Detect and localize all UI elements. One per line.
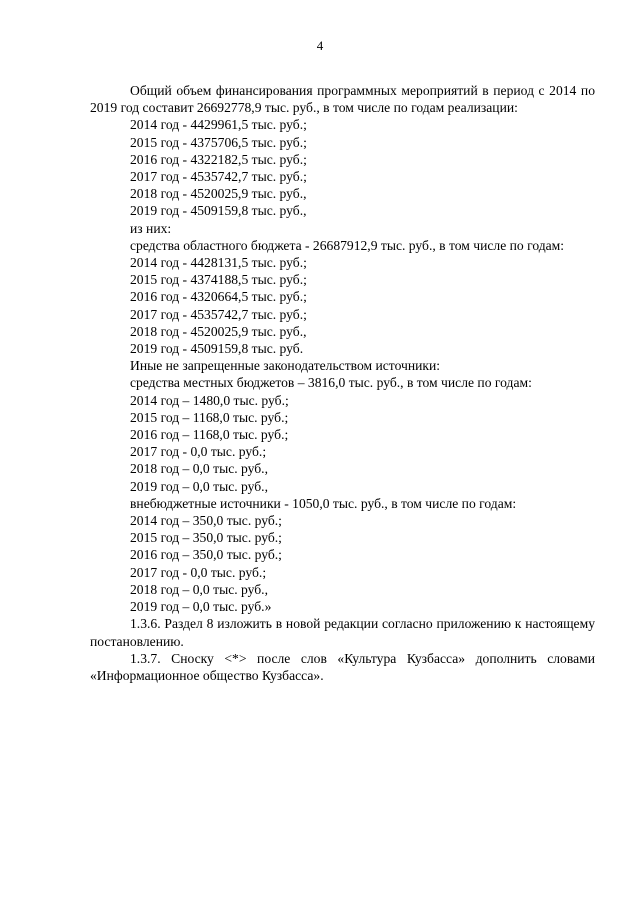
year-line: 2015 год – 1168,0 тыс. руб.; xyxy=(130,409,289,425)
year-line: 2015 год - 4375706,5 тыс. руб.; xyxy=(130,134,307,150)
year-line: 2016 год - 4320664,5 тыс. руб.; xyxy=(130,289,307,305)
year-line: 2018 год - 4520025,9 тыс. руб., xyxy=(130,323,307,339)
year-line: 2014 год - 4429961,5 тыс. руб.; xyxy=(130,117,307,133)
local-budget-line: средства местных бюджетов – 3816,0 тыс. руб., в том числе по годам: xyxy=(130,375,532,391)
clause-1-3-6-paragraph: 1.3.6. Раздел 8 изложить в новой редакции согласно приложению к настоящему постановлению. xyxy=(90,616,595,649)
year-line: 2018 год - 4520025,9 тыс. руб., xyxy=(130,186,307,202)
page-number: 4 xyxy=(316,38,324,53)
text-line: из них: xyxy=(130,220,172,236)
year-line: 2019 год – 0,0 тыс. руб.» xyxy=(130,599,272,615)
year-line: 2016 год - 4322182,5 тыс. руб.; xyxy=(130,151,307,167)
year-line: 2016 год – 350,0 тыс. руб.; xyxy=(130,547,282,563)
extrabudgetary-line: внебюджетные источники - 1050,0 тыс. руб., в том числе по годам: xyxy=(130,495,517,511)
financing-total-paragraph: Общий объем финансирования программных мероприятий в период с 2014 по 2019 год составит 26692778,9 тыс. руб., в том числе по годам реализации: xyxy=(90,83,595,116)
year-line: 2019 год - 4509159,8 тыс. руб., xyxy=(130,203,307,219)
text-line: Иные не запрещенные законодательством источники: xyxy=(130,358,441,374)
year-line: 2015 год - 4374188,5 тыс. руб.; xyxy=(130,272,307,288)
year-line: 2019 год - 4509159,8 тыс. руб. xyxy=(130,341,304,357)
year-line: 2019 год – 0,0 тыс. руб., xyxy=(130,478,268,494)
year-line: 2018 год – 0,0 тыс. руб., xyxy=(130,581,268,597)
clause-1-3-7-paragraph: 1.3.7. Сноску <*> после слов «Культура Кузбасса» дополнить словами «Информационное общество Кузбасса». xyxy=(90,650,595,683)
year-line: 2017 год - 0,0 тыс. руб.; xyxy=(130,564,267,580)
regional-budget-paragraph: средства областного бюджета - 26687912,9 тыс. руб., в том числе по годам: xyxy=(130,237,565,253)
year-line: 2018 год – 0,0 тыс. руб., xyxy=(130,461,268,477)
year-line: 2016 год – 1168,0 тыс. руб.; xyxy=(130,427,289,443)
year-line: 2017 год - 4535742,7 тыс. руб.; xyxy=(130,306,307,322)
year-line: 2014 год – 350,0 тыс. руб.; xyxy=(130,513,282,529)
year-line: 2017 год - 4535742,7 тыс. руб.; xyxy=(130,169,307,185)
year-line: 2017 год - 0,0 тыс. руб.; xyxy=(130,444,267,460)
year-line: 2014 год - 4428131,5 тыс. руб.; xyxy=(130,255,307,271)
year-line: 2015 год – 350,0 тыс. руб.; xyxy=(130,530,282,546)
document-body xyxy=(90,82,595,684)
year-line: 2014 год – 1480,0 тыс. руб.; xyxy=(130,392,289,408)
